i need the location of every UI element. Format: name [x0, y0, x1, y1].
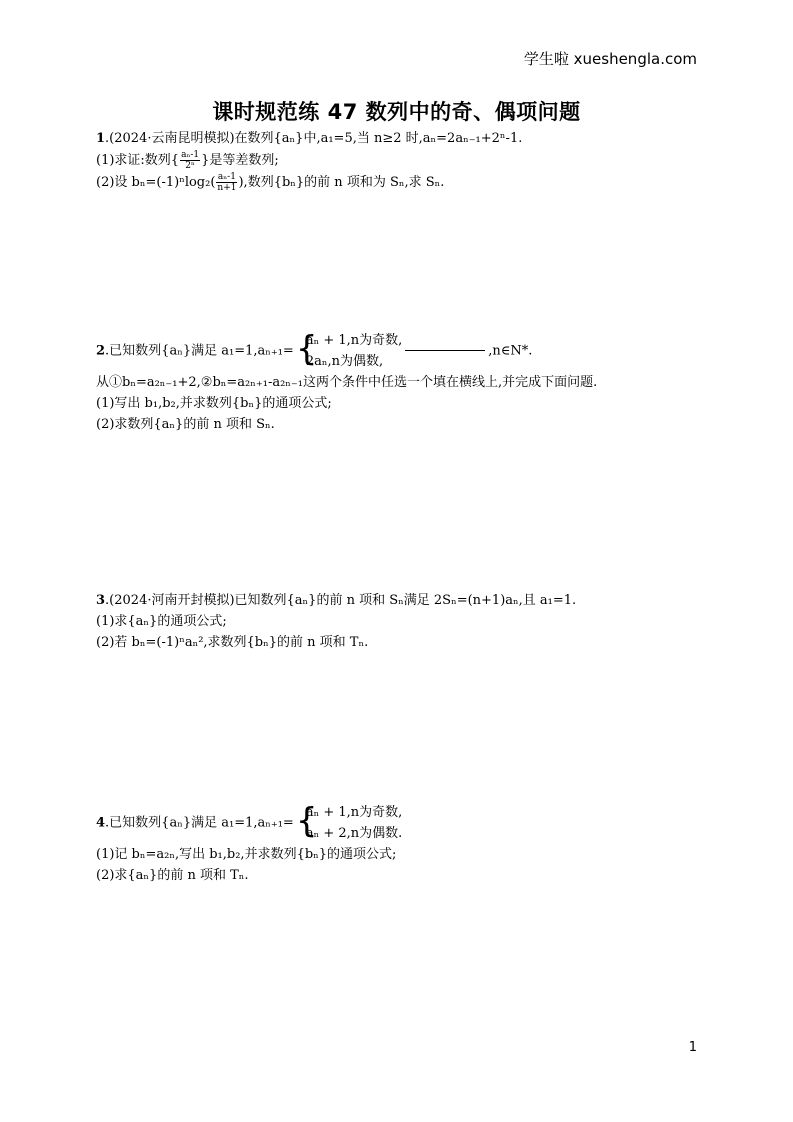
q2-case-1: aₙ + 1,n为奇数, — [305, 333, 403, 348]
question-1-number: 1 — [96, 131, 106, 146]
q4-case-2: aₙ + 2,n为偶数. — [305, 826, 403, 841]
q1-p2-numerator: aₙ-1 — [217, 172, 236, 182]
q2-case-2: 2aₙ,n为偶数, — [305, 354, 384, 369]
question-2-number: 2 — [96, 343, 106, 359]
question-2-condition: 从①bₙ=a₂ₙ₋₁+2,②bₙ=a₂ₙ₊₁-a₂ₙ₋₁这两个条件中任选一个填在横线上,并完成下面问题. — [96, 375, 598, 390]
q4-brace-icon: { — [295, 801, 318, 841]
q2-piecewise — [296, 330, 402, 372]
question-2 — [96, 330, 597, 435]
question-3-text: .(2024·河南开封模拟)已知数列{aₙ}的前 n 项和 Sₙ满足 2Sₙ=(n+1)aₙ,且 a₁=1. — [105, 593, 577, 608]
question-1-stem — [96, 128, 522, 149]
q1-p2-fraction — [216, 172, 237, 193]
question-1-text: .(2024·云南昆明模拟)在数列{aₙ}中,a₁=5,当 n≥2 时,aₙ=2aₙ₋₁+2ⁿ-1. — [105, 131, 523, 146]
question-4-part-2: (2)求{aₙ}的前 n 项和 Tₙ. — [96, 868, 249, 883]
question-4-stem — [96, 802, 402, 844]
q2-brace-icon: { — [295, 329, 318, 369]
q1-p2-pre: (2)设 bₙ=(-1)ⁿlog₂( — [96, 175, 216, 190]
question-3-stem — [96, 590, 576, 611]
question-4-part-1: (1)记 bₙ=a₂ₙ,写出 b₁,b₂,并求数列{bₙ}的通项公式; — [96, 847, 397, 862]
question-4 — [96, 802, 402, 886]
q1-p1-denominator: 2ⁿ — [185, 161, 195, 171]
question-3 — [96, 590, 576, 653]
question-3-part-2: (2)若 bₙ=(-1)ⁿaₙ²,求数列{bₙ}的前 n 项和 Tₙ. — [96, 635, 369, 650]
question-3-part-1: (1)求{aₙ}的通项公式; — [96, 614, 227, 629]
q4-case-1: aₙ + 1,n为奇数, — [305, 805, 403, 820]
question-2-part-1: (1)写出 b₁,b₂,并求数列{bₙ}的通项公式; — [96, 396, 332, 411]
q4-pre: .已知数列{aₙ}满足 a₁=1,aₙ₊₁= — [105, 815, 294, 831]
q1-p1-pre: (1)求证:数列{ — [96, 153, 180, 168]
page-title: 课时规范练 47 数列中的奇、偶项问题 — [212, 100, 581, 124]
q2-post: ,n∈N*. — [488, 343, 533, 359]
question-2-stem — [96, 330, 597, 372]
question-1 — [96, 128, 522, 193]
q4-piecewise — [296, 802, 402, 844]
q1-p2-post: ),数列{bₙ}的前 n 项和为 Sₙ,求 Sₙ. — [238, 175, 445, 190]
q1-p1-numerator: aₙ-1 — [181, 150, 200, 160]
question-1-part-1 — [96, 150, 522, 171]
q2-answer-blank[interactable] — [405, 350, 485, 351]
q1-p1-post: }是等差数列; — [201, 153, 279, 168]
site-header: 学生啦 xueshengla.com — [523, 50, 697, 68]
q1-p2-denominator: n+1 — [217, 183, 237, 193]
question-1-part-2 — [96, 172, 522, 193]
q1-p1-fraction — [180, 150, 200, 171]
question-2-part-2: (2)求数列{aₙ}的前 n 项和 Sₙ. — [96, 417, 275, 432]
page-number: 1 — [688, 1040, 697, 1055]
question-4-number: 4 — [96, 815, 106, 831]
q2-pre: .已知数列{aₙ}满足 a₁=1,aₙ₊₁= — [105, 343, 294, 359]
question-3-number: 3 — [96, 593, 106, 608]
